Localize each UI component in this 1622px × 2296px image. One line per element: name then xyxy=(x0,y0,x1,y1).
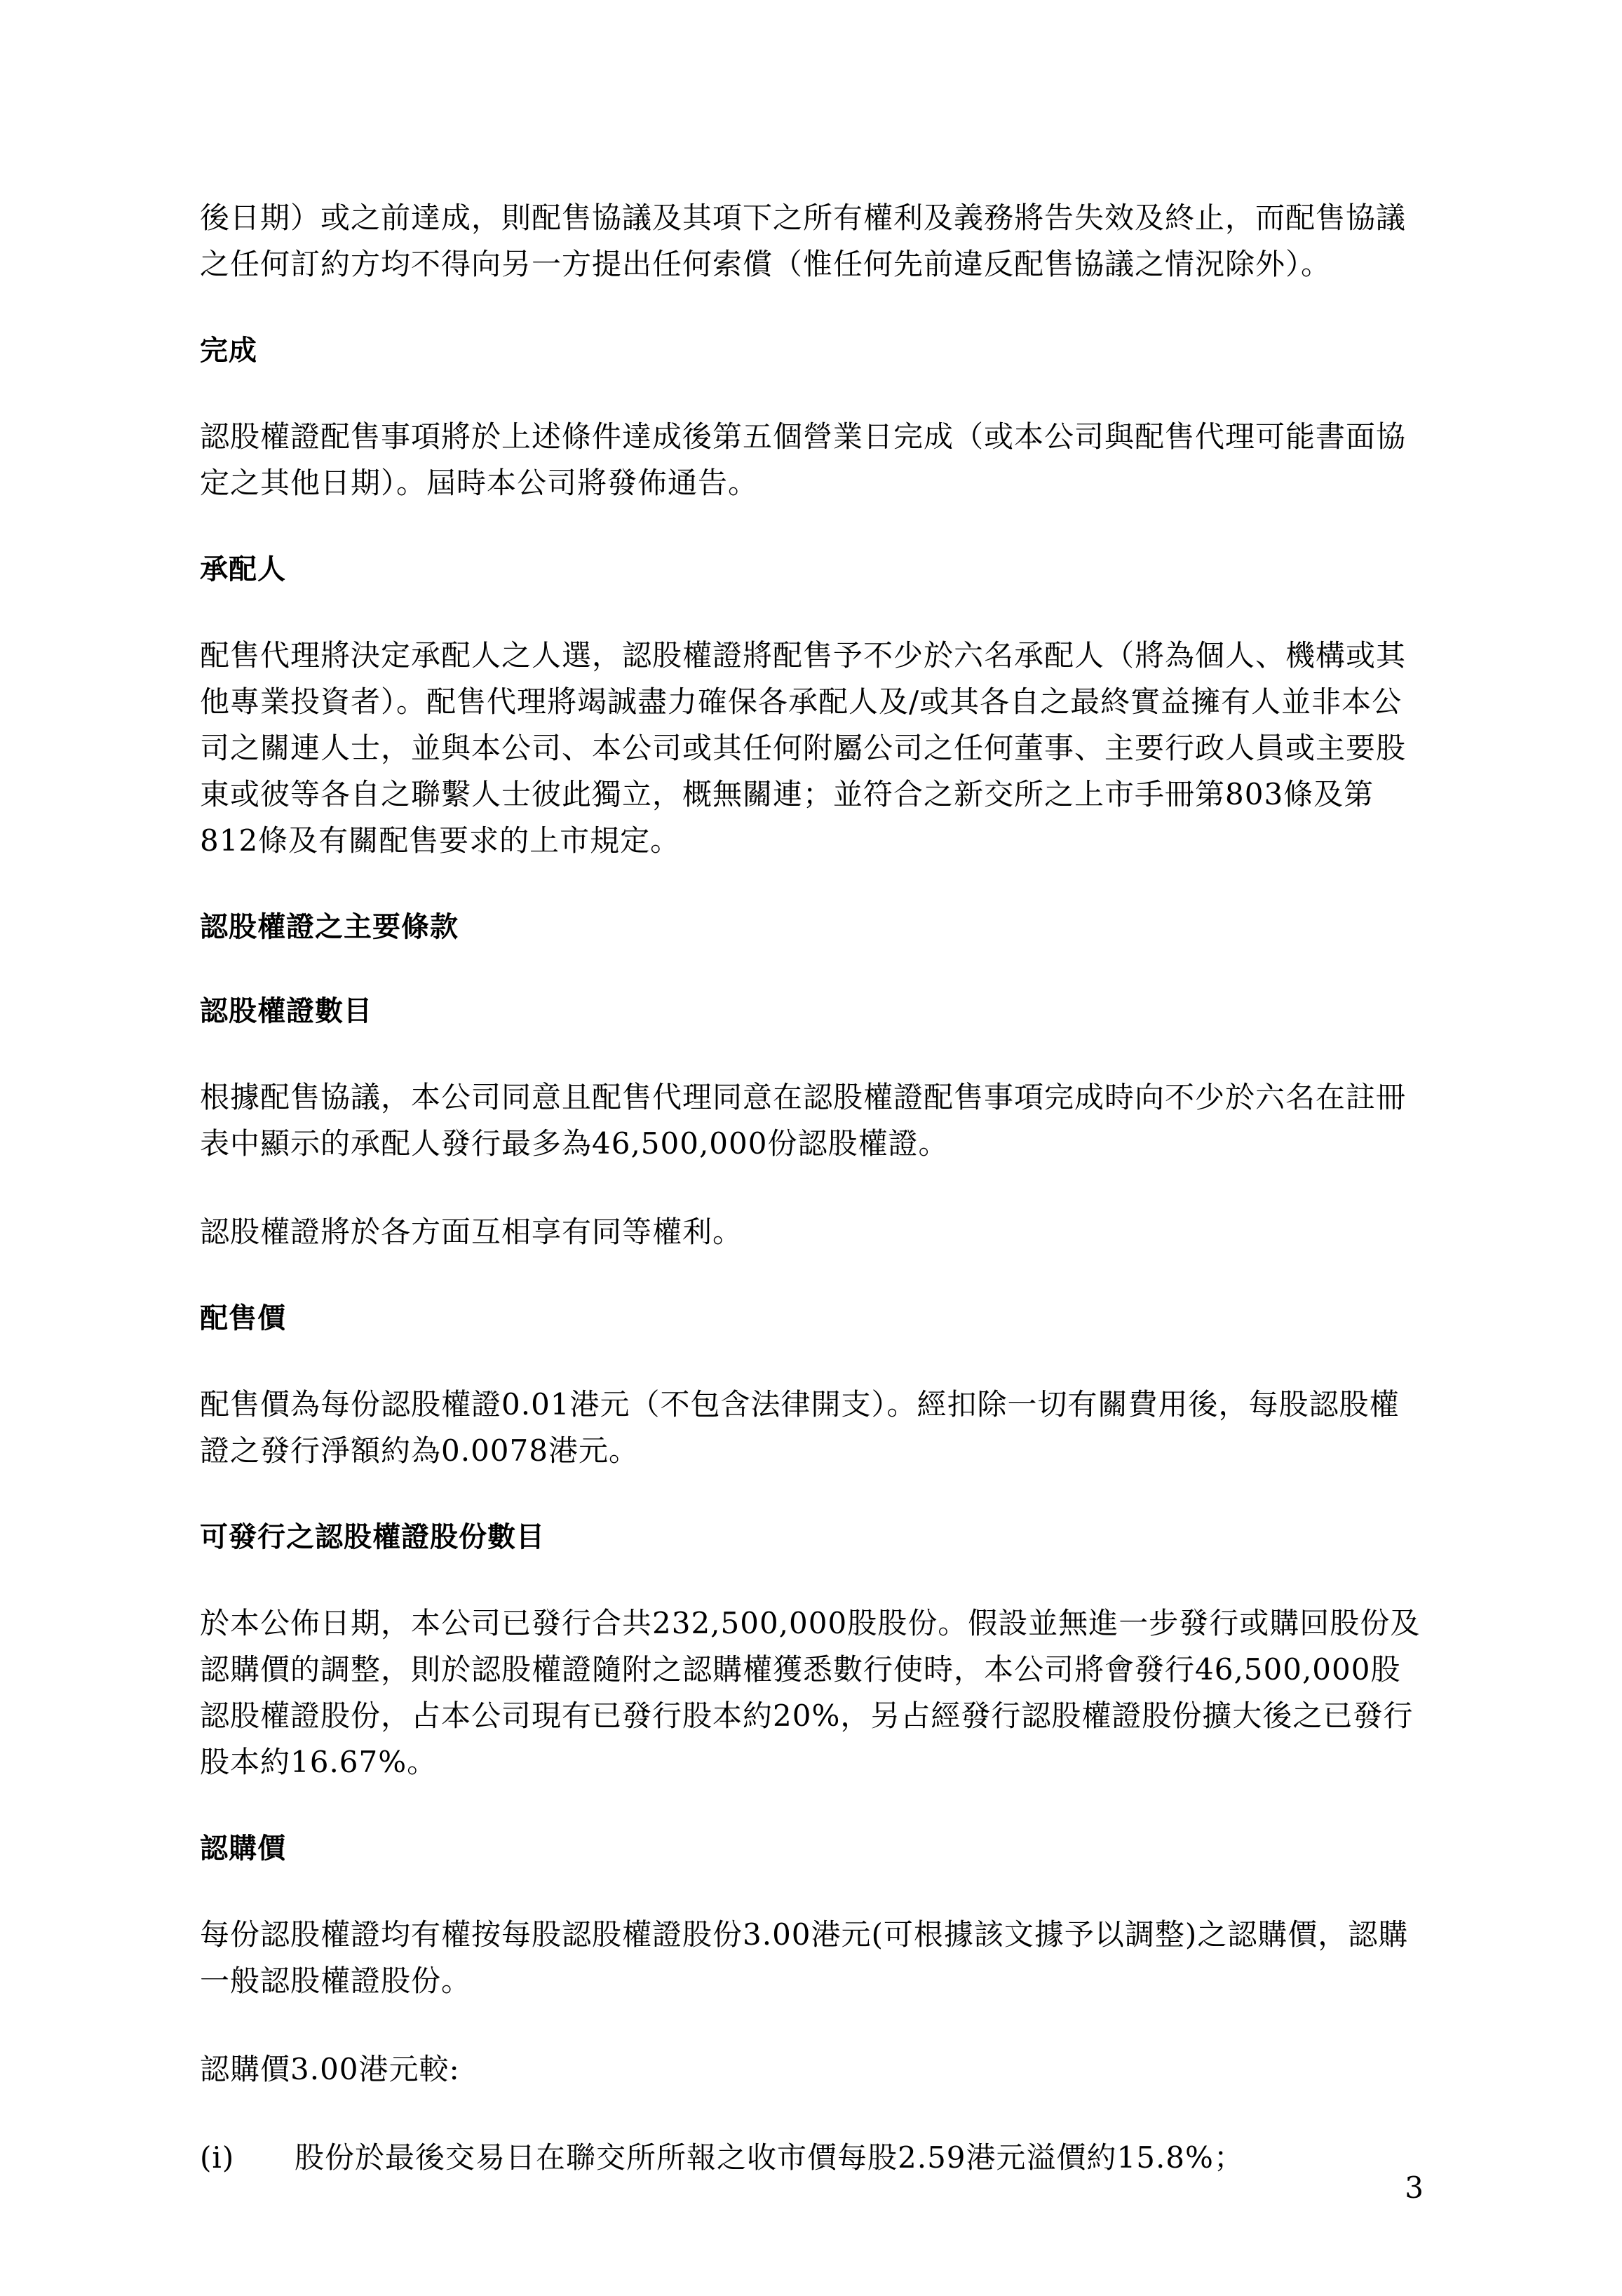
paragraph-ranking: 認股權證將於各方面互相享有同等權利。 xyxy=(200,1215,743,1249)
heading-number-of-warrants: 認股權證數目 xyxy=(200,995,372,1027)
heading-completion: 完成 xyxy=(200,335,257,367)
paragraph-subscription-compare: 認購價3.00港元較: xyxy=(200,2052,460,2086)
paragraph-completion: 認股權證配售事項將於上述條件達成後第五個營業日完成（或本公司與配售代理可能書面協定之其他日期）。屆時本公司將發佈通告。 xyxy=(200,419,1407,500)
paragraph-subscription-price: 每份認股權證均有權按每股認股權證股份3.00港元(可根據該文據予以調整)之認購價，認購一般認股權證股份。 xyxy=(200,1917,1409,1998)
heading-principal-terms: 認股權證之主要條款 xyxy=(200,911,459,943)
paragraph-placees: 配售代理將決定承配人之人選，認股權證將配售予不少於六名承配人（將為個人、機構或其他專業投資者）。配售代理將竭誠盡力確保各承配人及/或其各自之最終實益擁有人並非本公司之關連人士，並與本公司、本公司或其任何附屬公司之任何董事、主要行政人員或主要股東或彼等各自之聯繫人士彼此獨立，概無關連；並符合之新交所之上市手冊第803條及第812條及有關配售要求的上市規定。 xyxy=(200,638,1407,858)
list-item-marker: (i) xyxy=(200,2140,235,2175)
heading-warrant-shares: 可發行之認股權證股份數目 xyxy=(200,1521,545,1553)
paragraph-conditions-continuation: 後日期）或之前達成，則配售協議及其項下之所有權利及義務將告失效及終止，而配售協議之任何訂約方均不得向另一方提出任何索償（惟任何先前違反配售協議之情況除外）。 xyxy=(200,201,1407,281)
paragraph-placing-price: 配售價為每份認股權證0.01港元（不包含法律開支）。經扣除一切有關費用後，每股認股權證之發行淨額約為0.0078港元。 xyxy=(200,1387,1400,1468)
heading-placing-price: 配售價 xyxy=(200,1302,286,1335)
heading-placees: 承配人 xyxy=(200,553,286,586)
paragraph-warrant-shares: 於本公佈日期，本公司已發行合共232,500,000股股份。假設並無進一步發行或購回股份及認購價的調整，則於認股權證隨附之認購權獲悉數行使時，本公司將會發行46,500,000股認股權證股份，占本公司現有已發行股本約20%，另占經發行認股權證股份擴大後之已發行股本約16.67%。 xyxy=(200,1606,1421,1779)
document-body xyxy=(200,195,1427,2181)
heading-subscription-price: 認購價 xyxy=(200,1832,286,1865)
paragraph-number-of-warrants: 根據配售協議，本公司同意且配售代理同意在認股權證配售事項完成時向不少於六名在註冊表中顯示的承配人發行最多為46,500,000份認股權證。 xyxy=(200,1080,1407,1161)
list-item xyxy=(200,2135,1427,2181)
page-number: 3 xyxy=(1405,2170,1424,2205)
list-item-text: 股份於最後交易日在聯交所所報之收市價每股2.59港元溢價約15.8%； xyxy=(295,2140,1244,2175)
